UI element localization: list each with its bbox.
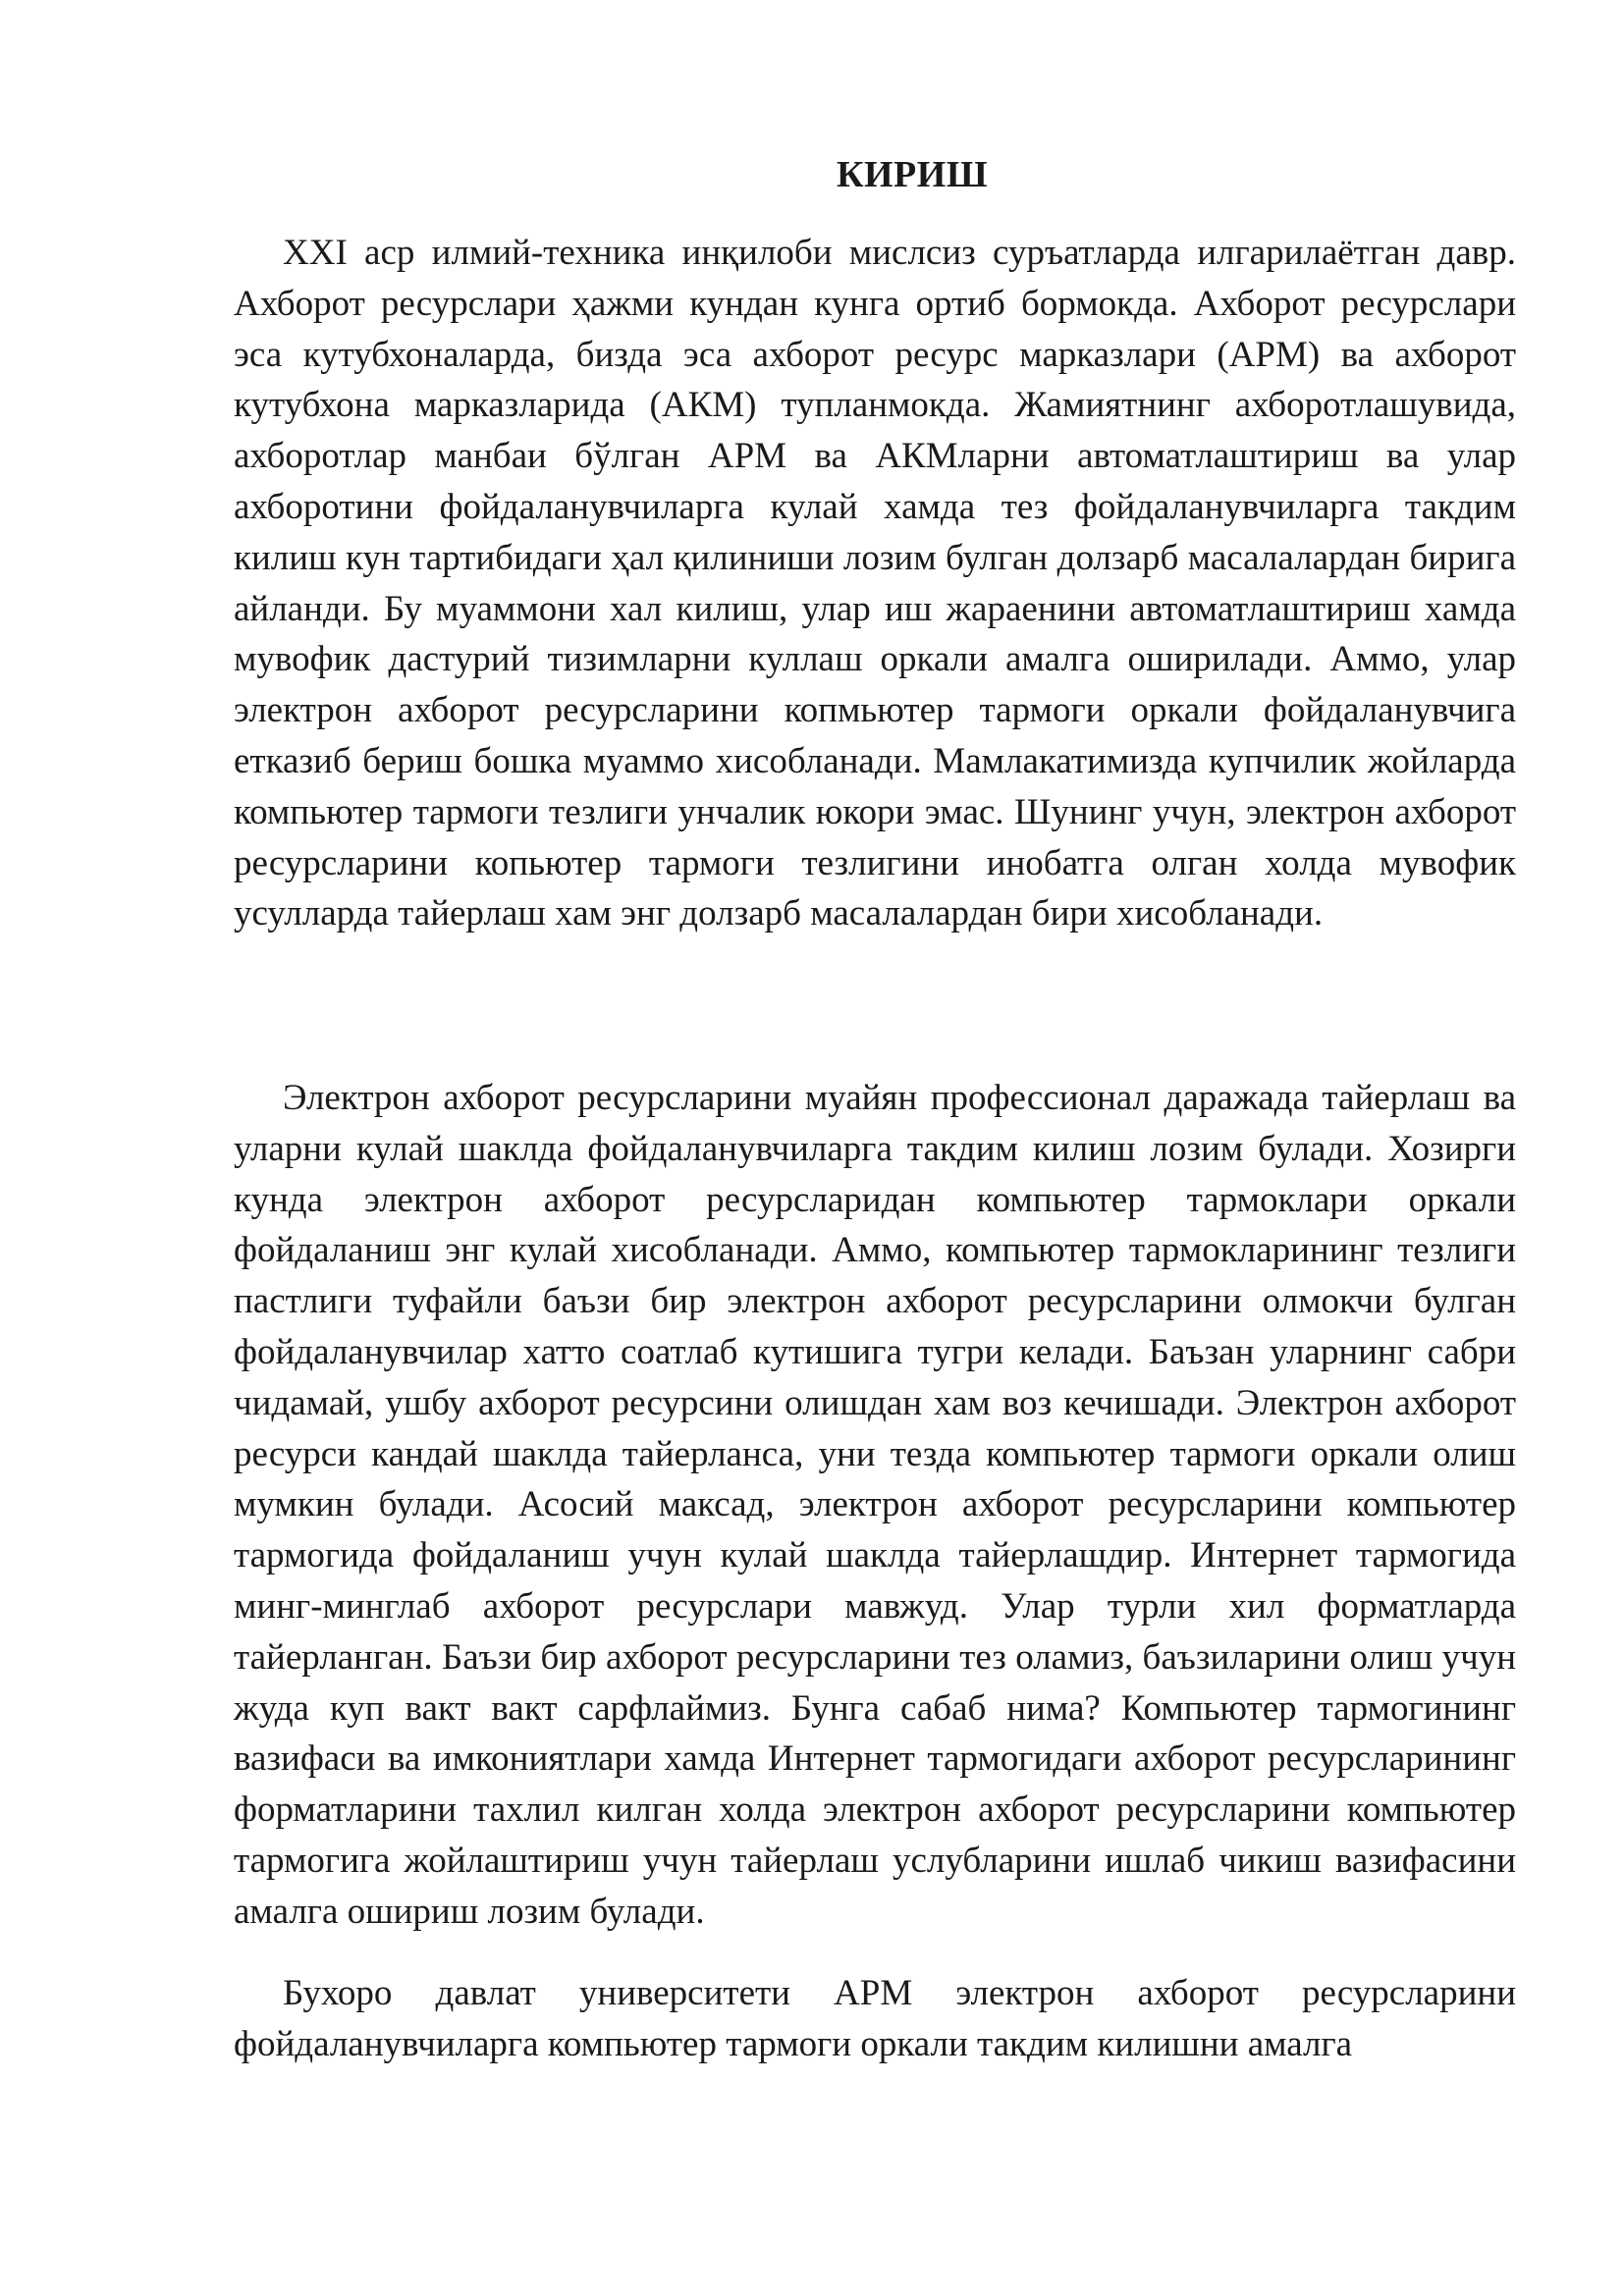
paragraph-1: XXI аср илмий-техника инқилоби мислсиз суръатларда илгарилаётган давр. Ахборот ресурслари ҳажми кундан кунга ортиб бормокда. Ахборот ресурслари эса кутубхоналарда, бизда эса ахборот ресурс марказлари (АРМ) ва ахборот кутубхона марказларида (АКМ) тупланмокда. Жамиятнинг ахборотлашувида, ахборотлар манбаи бўлган АРМ ва АКМларни автоматлаштириш ва улар ахборотини фойдаланувчиларга кулай хамда тез фойдаланувчиларга такдим килиш кун тартибидаги ҳал қилиниши лозим булган долзарб масалалардан бирига айланди. Бу муаммони хал килиш, улар иш жараенини автоматлаштириш хамда мувофик дастурий тизимларни куллаш оркали амалга оширилади. Аммо, улар электрон ахборот ресурсларини копмьютер тармоги оркали фойдаланувчига етказиб бериш бошка муаммо хисобланади. Мамлакатимизда купчилик жойларда компьютер тармоги тезлиги унчалик юкори эмас. Шунинг учун, электрон ахборот ресурсларини копьютер тармоги тезлигини инобатга олган холда мувофик усулларда тайерлаш хам энг долзарб масалалардан бири хисобланади. xyxy=(234,233,1516,934)
paragraph-2: Электрон ахборот ресурсларини муайян профессионал даражада тайерлаш ва уларни кулай шаклда фойдаланувчиларга такдим килиш лозим булади. Хозирги кунда электрон ахборот ресурсларидан компьютер тармоклари оркали фойдаланиш энг кулай хисобланади. Аммо, компьютер тармокларининг тезлиги пастлиги туфайли баъзи бир электрон ахборот ресурсларини олмокчи булган фойдаланувчилар хатто соатлаб кутишига тугри келади. Баъзан уларнинг сабри чидамай, ушбу ахборот ресурсини олишдан хам воз кечишади. Электрон ахборот ресурси кандай шаклда тайерланса, уни тезда компьютер тармоги оркали олиш мумкин булади. Асосий максад, электрон ахборот ресурсларини компьютер тармогида фойдаланиш учун кулай шаклда тайерлашдир. Интернет тармогида минг-минглаб ахборот ресурслари мавжуд. Улар турли хил форматларда тайерланган. Баъзи бир ахборот ресурсларини тез оламиз, баъзиларини олиш учун жуда куп вакт вакт сарфлаймиз. Бунга сабаб нима? Компьютер тармогининг вазифаси ва имкониятлари хамда Интернет тармогидаги ахборот ресурсларининг форматларини тахлил килган холда электрон ахборот ресурсларини компьютер тармогига жойлаштириш учун тайерлаш услубларини ишлаб чикиш вазифасини амалга ошириш лозим булади. xyxy=(234,1078,1516,1932)
paragraph-3: Бухоро давлат университети АРМ электрон ахборот ресурсларини фойдаланувчиларга компьютер тармоги оркали такдим килишни амалга xyxy=(234,1973,1516,2064)
page-title: КИРИШ xyxy=(836,154,989,195)
